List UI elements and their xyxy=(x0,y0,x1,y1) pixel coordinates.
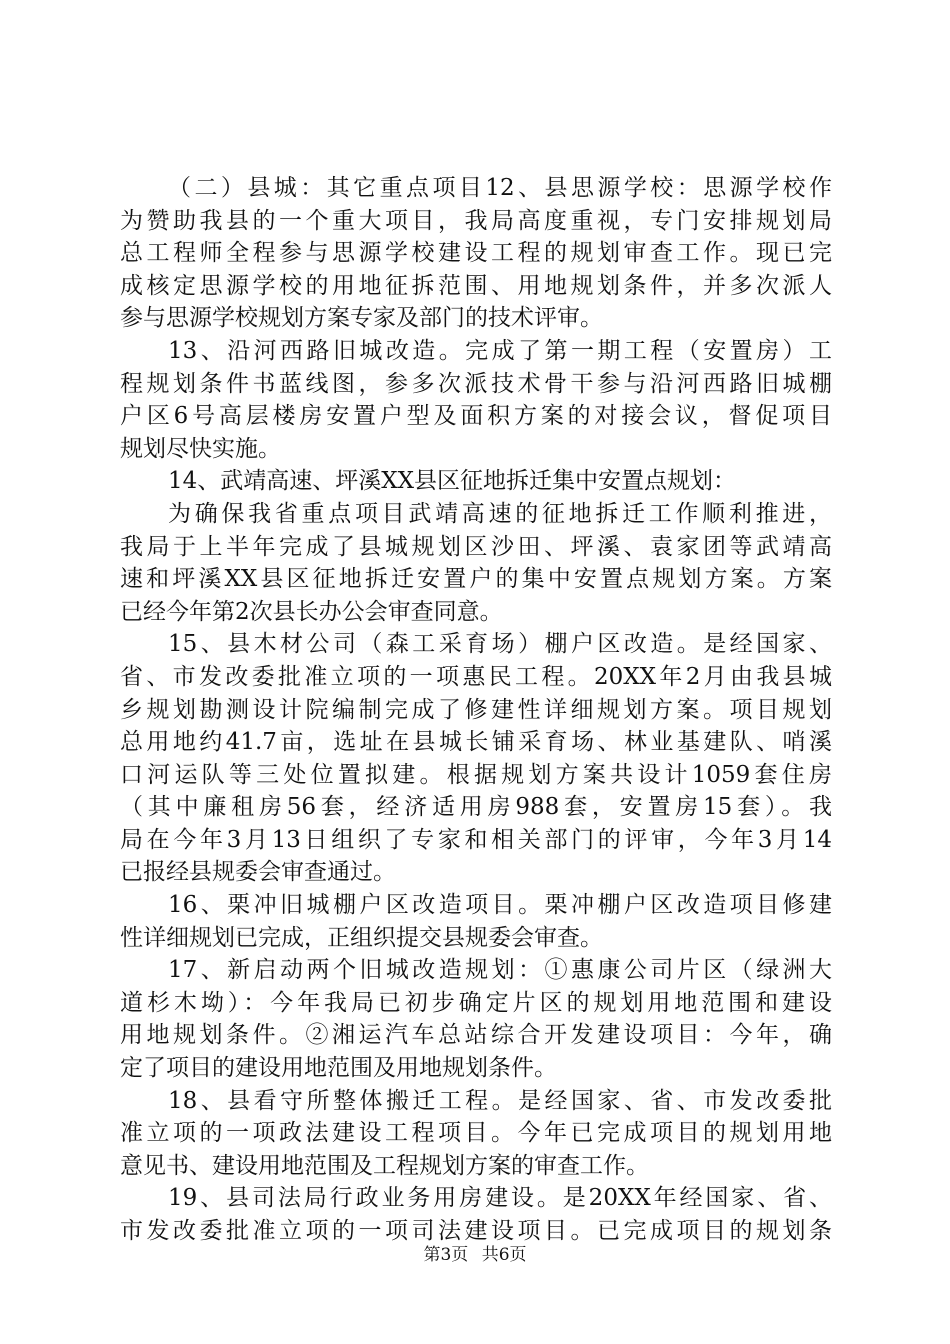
text-line: 准立项的一项政法建设工程项目。今年已完成项目的规划用地 xyxy=(120,1120,832,1147)
text-line: 13、沿河西路旧城改造。完成了第一期工程（安置房）工 xyxy=(168,337,832,364)
text-line: 乡规划勘测设计院编制完成了修建性详细规划方案。项目规划 xyxy=(120,696,832,723)
text-line: （其中廉租房56套，经济适用房988套，安置房15套）。我 xyxy=(120,794,832,821)
text-line: 局在今年3月13日组织了专家和相关部门的评审，今年3月14 xyxy=(120,826,832,853)
text-line: 15、县木材公司（森工采育场）棚户区改造。是经国家、 xyxy=(168,631,832,658)
paragraph xyxy=(120,335,832,465)
page-footer xyxy=(0,1240,950,1265)
text-line: 总用地约41.7亩，选址在县城长铺采育场、林业基建队、哨溪 xyxy=(120,729,832,756)
paragraph xyxy=(120,1182,832,1247)
paragraph xyxy=(120,465,832,498)
text-line: 16、栗冲旧城棚户区改造项目。栗冲棚户区改造项目修建 xyxy=(168,892,832,919)
text-line: 成核定思源学校的用地征拆范围、用地规划条件，并多次派人 xyxy=(120,272,832,299)
text-line: 程规划条件书蓝线图，参多次派技术骨干参与沿河西路旧城棚 xyxy=(120,370,832,397)
text-line: 定了项目的建设用地范围及用地规划条件。 xyxy=(120,1055,557,1082)
page-number: 第3页 xyxy=(423,1245,469,1265)
text-line: 用地规划条件。②湘运汽车总站综合开发建设项目：今年，确 xyxy=(120,1022,832,1049)
text-line: 市发改委批准立项的一项司法建设项目。已完成项目的规划条 xyxy=(120,1218,832,1244)
text-line: 速和坪溪XX县区征地拆迁安置户的集中安置点规划方案。方案 xyxy=(120,566,832,593)
paragraph xyxy=(120,172,832,335)
paragraph xyxy=(120,1085,832,1183)
text-line: 性详细规划已完成，正组织提交县规委会审查。 xyxy=(120,924,603,951)
text-line: 参与思源学校规划方案专家及部门的技术评审。 xyxy=(120,305,603,332)
text-line: 已报经县规委会审查通过。 xyxy=(120,859,396,886)
text-line: 18、县看守所整体搬迁工程。是经国家、省、市发改委批 xyxy=(168,1087,832,1114)
text-line: 意见书、建设用地范围及工程规划方案的审查工作。 xyxy=(120,1152,649,1179)
text-line: 为赞助我县的一个重大项目，我局高度重视，专门安排规划局 xyxy=(120,207,832,234)
text-line: （二）县城：其它重点项目12、县思源学校：思源学校作 xyxy=(168,175,832,201)
document-body xyxy=(120,172,832,1248)
text-line: 口河运队等三处位置拟建。根据规划方案共设计1059套住房 xyxy=(120,761,832,788)
text-line: 我局于上半年完成了县城规划区沙田、坪溪、袁家团等武靖高 xyxy=(120,533,832,560)
paragraph xyxy=(120,889,832,954)
text-line: 户区6号高层楼房安置户型及面积方案的对接会议，督促项目 xyxy=(120,403,832,430)
text-line: 19、县司法局行政业务用房建设。是20XX年经国家、省、 xyxy=(168,1185,832,1212)
page-total: 共6页 xyxy=(481,1245,527,1265)
text-line: 省、市发改委批准立项的一项惠民工程。20XX年2月由我县城 xyxy=(120,663,832,690)
paragraph xyxy=(120,954,832,1084)
paragraph xyxy=(120,628,832,889)
text-line: 总工程师全程参与思源学校建设工程的规划审查工作。现已完 xyxy=(120,240,832,267)
text-line: 17、新启动两个旧城改造规划：①惠康公司片区（绿洲大 xyxy=(168,957,832,984)
text-line: 道杉木坳）：今年我局已初步确定片区的规划用地范围和建设 xyxy=(120,989,832,1016)
paragraph xyxy=(120,498,832,628)
text-line: 14、武靖高速、坪溪XX县区征地拆迁集中安置点规划： xyxy=(168,468,737,495)
text-line: 已经今年第2次县长办公会审查同意。 xyxy=(120,598,503,625)
text-line: 为确保我省重点项目武靖高速的征地拆迁工作顺利推进， xyxy=(168,500,832,527)
text-line: 规划尽快实施。 xyxy=(120,435,281,462)
